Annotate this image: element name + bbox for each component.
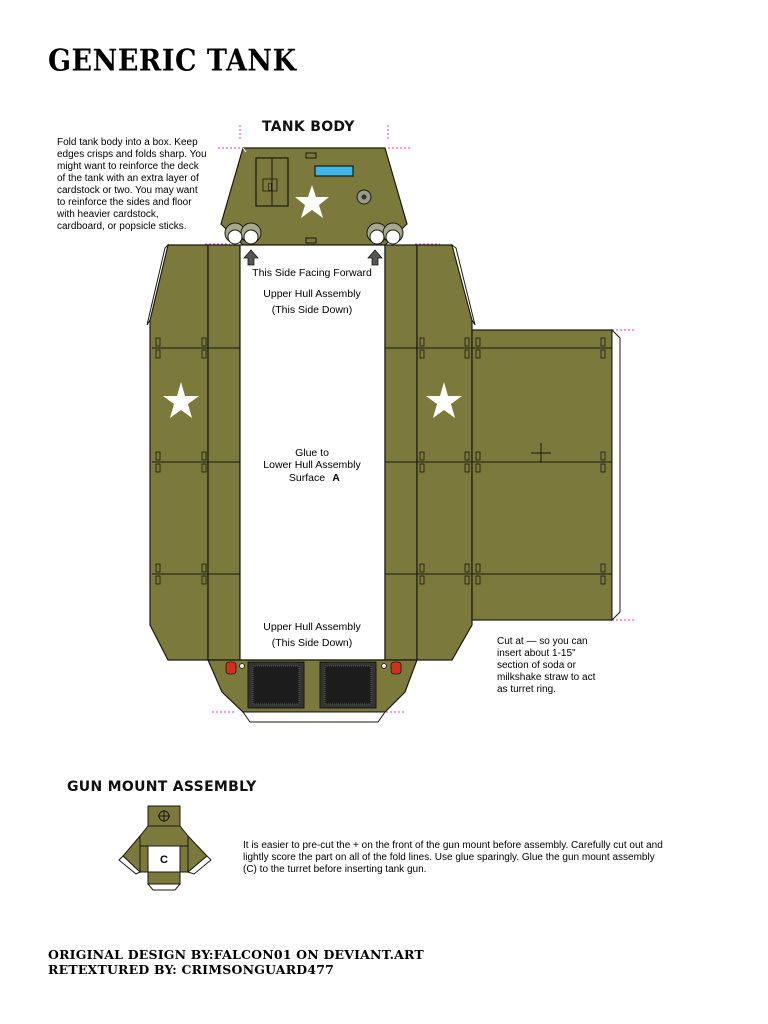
upper-hull-sub-top: (This Side Down) bbox=[271, 304, 353, 316]
upper-hull-label-top: Upper Hull Assembly bbox=[263, 288, 361, 300]
right-side-panel bbox=[417, 245, 472, 660]
left-track-panel bbox=[208, 245, 240, 660]
rear-extension-panel bbox=[472, 330, 612, 620]
upper-hull-sub-bottom: (This Side Down) bbox=[271, 637, 353, 649]
upper-hull-label-bottom: Upper Hull Assembly bbox=[263, 621, 361, 633]
rear-grille-right bbox=[320, 662, 376, 708]
gun-mount-part-label: C bbox=[160, 854, 168, 866]
vision-slot bbox=[315, 166, 353, 176]
credit-original: ORIGINAL DESIGN BY:FALCON01 ON DEVIANT.ART bbox=[48, 947, 424, 962]
left-side-panel bbox=[150, 245, 208, 660]
tank-body-heading: TANK BODY bbox=[262, 119, 355, 135]
gun-mount-heading: GUN MOUNT ASSEMBLY bbox=[67, 779, 257, 795]
surface-letter: A bbox=[332, 472, 340, 484]
credit-retexture: RETEXTURED BY: CRIMSONGUARD477 bbox=[48, 962, 335, 977]
rear-grille-left bbox=[248, 662, 304, 708]
glue-label-1: Glue to bbox=[295, 447, 329, 459]
glue-label-2: Lower Hull Assembly bbox=[263, 459, 361, 471]
gun-mount-template bbox=[115, 800, 215, 892]
right-track-panel bbox=[385, 245, 417, 660]
cut-instructions: Cut at ― so you can insert about 1-15" section of soda or milkshake straw to act as turret ring. bbox=[497, 636, 596, 695]
hatch-latch-label: [] bbox=[267, 182, 273, 191]
fold-instructions: Fold tank body into a box. Keep edges crisps and folds sharp. You might want to reinforce the deck of the tank with an extra layer of cardstock or two. You may want to reinforce the sides and floor with heavier cardstock, cardboard, or popsicle sticks. bbox=[57, 137, 207, 232]
page-title: GENERIC TANK bbox=[48, 44, 297, 79]
gun-mount-instructions: It is easier to pre-cut the + on the front of the gun mount before assembly. Carefully cut out and lightly score the part on all of the fold lines. Use glue sparingly. Glue the gun mount assembly (C) to the turret before inserting tank gun. bbox=[243, 840, 663, 875]
glue-label-3: Surface bbox=[288, 472, 326, 484]
facing-forward-label: This Side Facing Forward bbox=[252, 267, 372, 279]
